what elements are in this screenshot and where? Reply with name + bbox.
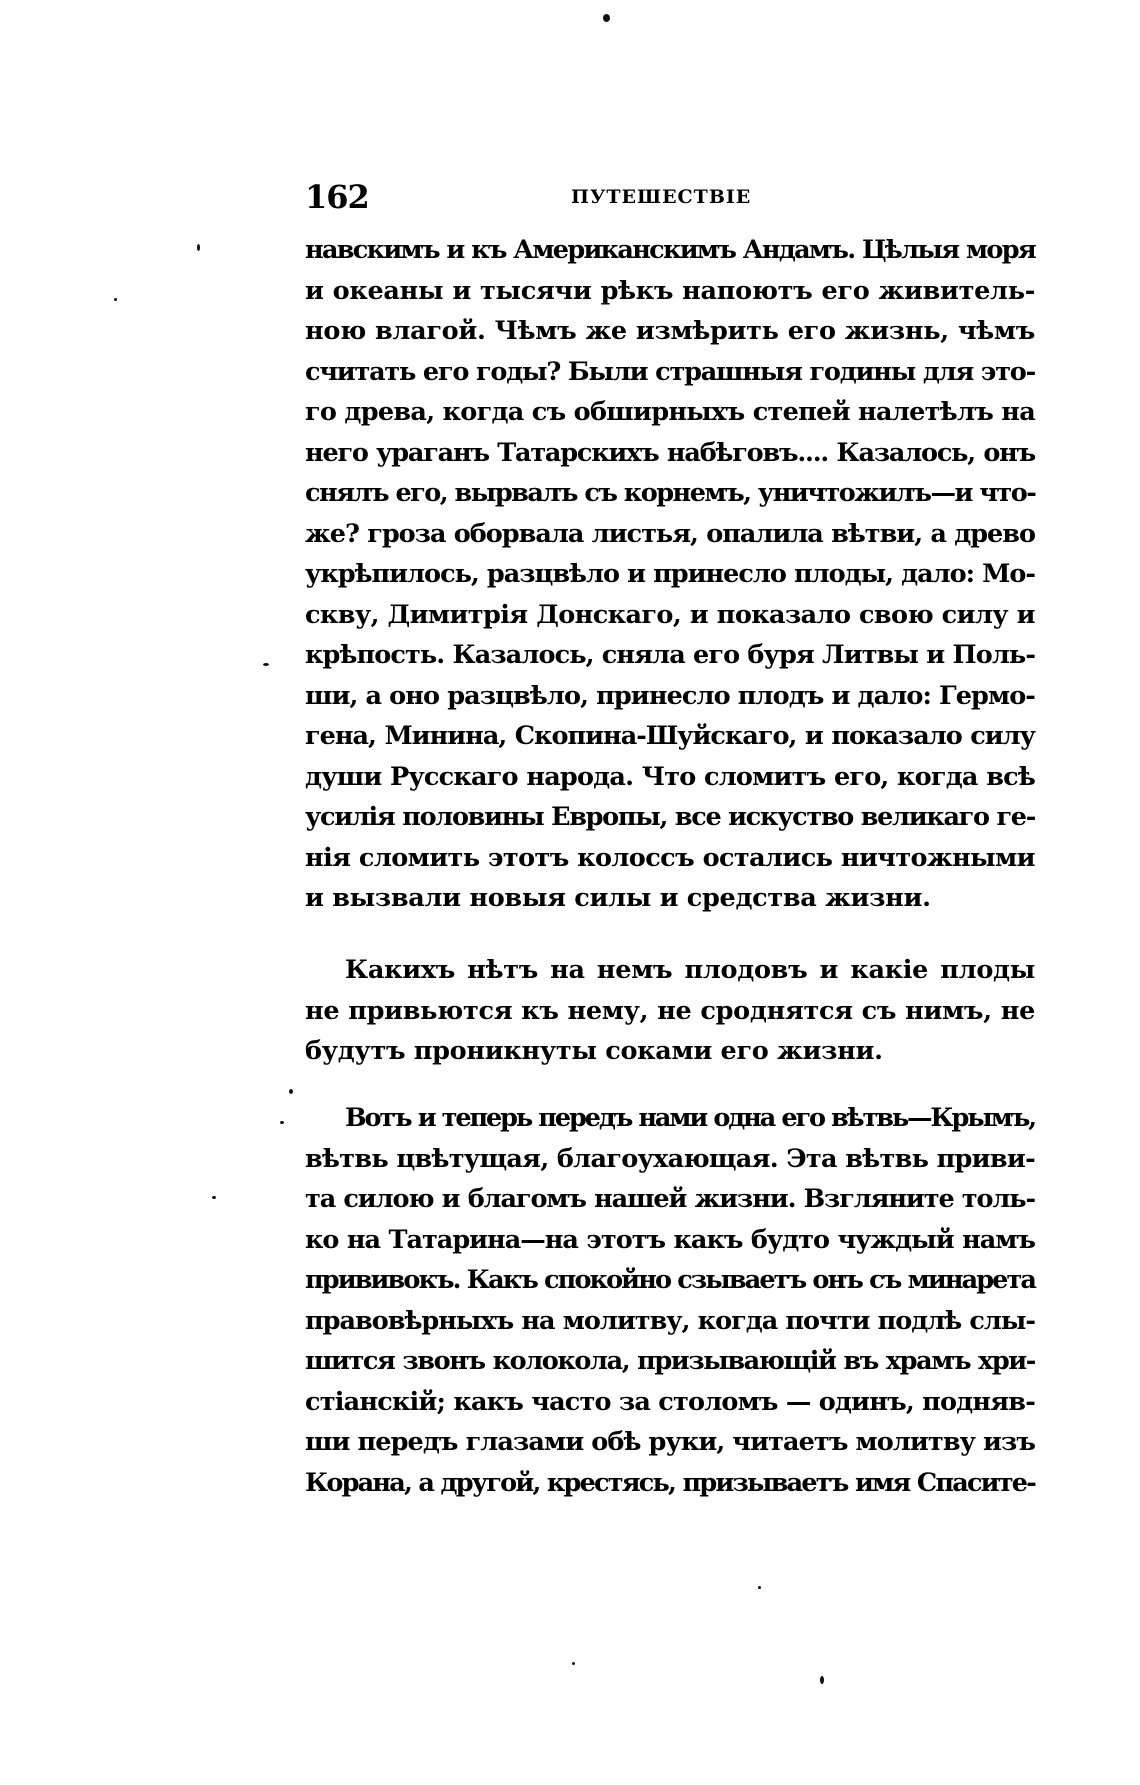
text-line: не привьются къ нему, не сроднятся съ нимъ, не	[305, 995, 1035, 1026]
text-line: гена, Минина, Скопина-Шуйскаго, и показало силу	[305, 721, 1035, 751]
paragraph	[305, 1098, 1035, 1503]
text-line: ши передъ глазами обѣ руки, читаетъ молитву изъ	[305, 1427, 1036, 1457]
text-line: считать его годы? Были страшныя годины для это-	[305, 356, 1035, 387]
text-line: Корана, а другой, крестясь, призываетъ имя Спасите-	[305, 1467, 1035, 1498]
scan-speck	[758, 1586, 761, 1589]
text-line: и океаны и тысячи рѣкъ напоютъ его живитель-	[305, 275, 1035, 306]
text-line: Вотъ и теперь передъ нами одна его вѣтвь—Крымъ,	[345, 1103, 1035, 1133]
text-line: и вызвали новыя силы и средства жизни.	[305, 883, 931, 913]
text-line: шится звонъ колокола, призывающій въ храмъ хри-	[305, 1346, 1035, 1376]
text-line: го древа, когда съ обширныхъ степей налетѣлъ на	[305, 397, 1036, 427]
scan-speck	[603, 14, 610, 22]
text-line: укрѣпилось, разцвѣло и принесло плоды, дало: Мо-	[305, 559, 1035, 589]
text-line: ши, а оно разцвѣло, принесло плодъ и дало: Гермо-	[305, 680, 1035, 711]
text-line: та силою и благомъ нашей жизни. Взгляните толь-	[305, 1184, 1035, 1214]
text-line: вѣтвь цвѣтущая, благоухающая. Эта вѣтвь приви-	[305, 1143, 1035, 1174]
text-line: усилія половины Европы, все искуство великаго ге-	[305, 802, 1035, 832]
text-line: стіанскій; какъ часто за столомъ — одинъ, подняв-	[305, 1386, 1035, 1417]
scan-speck	[197, 244, 200, 251]
text-line: снялъ его, вырвалъ съ корнемъ, уничтожилъ—и что-	[305, 478, 1036, 508]
text-line: ко на Татарина—на этотъ какъ будто чуждый намъ	[305, 1224, 1035, 1255]
scan-speck	[289, 1089, 293, 1094]
text-line: нія сломить этотъ колоссъ остались ничтожными	[305, 842, 1035, 873]
text-line: правовѣрныхъ на молитву, когда почти подлѣ слы-	[305, 1305, 1035, 1336]
running-head: ПУТЕШЕСТВІЕ	[571, 186, 752, 208]
page-number: 162	[305, 178, 369, 216]
scan-speck	[263, 663, 269, 666]
scan-speck	[114, 298, 117, 301]
text-line: души Русскаго народа. Что сломитъ его, когда всѣ	[305, 761, 1035, 792]
text-line: будутъ проникнуты соками его жизни.	[305, 1036, 883, 1066]
scan-speck	[820, 1676, 824, 1684]
paragraph	[305, 950, 1035, 1072]
text-line: прививокъ. Какъ спокойно сзываетъ онъ съ минарета	[305, 1265, 1035, 1295]
scan-speck	[212, 1196, 216, 1199]
paragraph	[305, 230, 1035, 919]
scan-speck	[280, 1121, 284, 1124]
text-line: скву, Димитрія Донскаго, и показало свою силу и	[305, 599, 1035, 630]
text-line: крѣпость. Казалось, сняла его буря Литвы и Поль-	[305, 640, 1035, 670]
scan-speck	[572, 1662, 575, 1665]
text-line: навскимъ и къ Американскимъ Андамъ. Цѣлыя моря	[305, 235, 1035, 265]
page-header	[305, 178, 1035, 214]
text-line: ною влагой. Чѣмъ же измѣрить его жизнь, чѣмъ	[305, 316, 1035, 346]
text-line: него ураганъ Татарскихъ набѣговъ.... Казалось, онъ	[305, 437, 1035, 468]
text-line: же? гроза оборвала листья, опалила вѣтви, а древо	[305, 518, 1035, 549]
text-line: Какихъ нѣтъ на немъ плодовъ и какіе плоды	[345, 955, 1035, 985]
